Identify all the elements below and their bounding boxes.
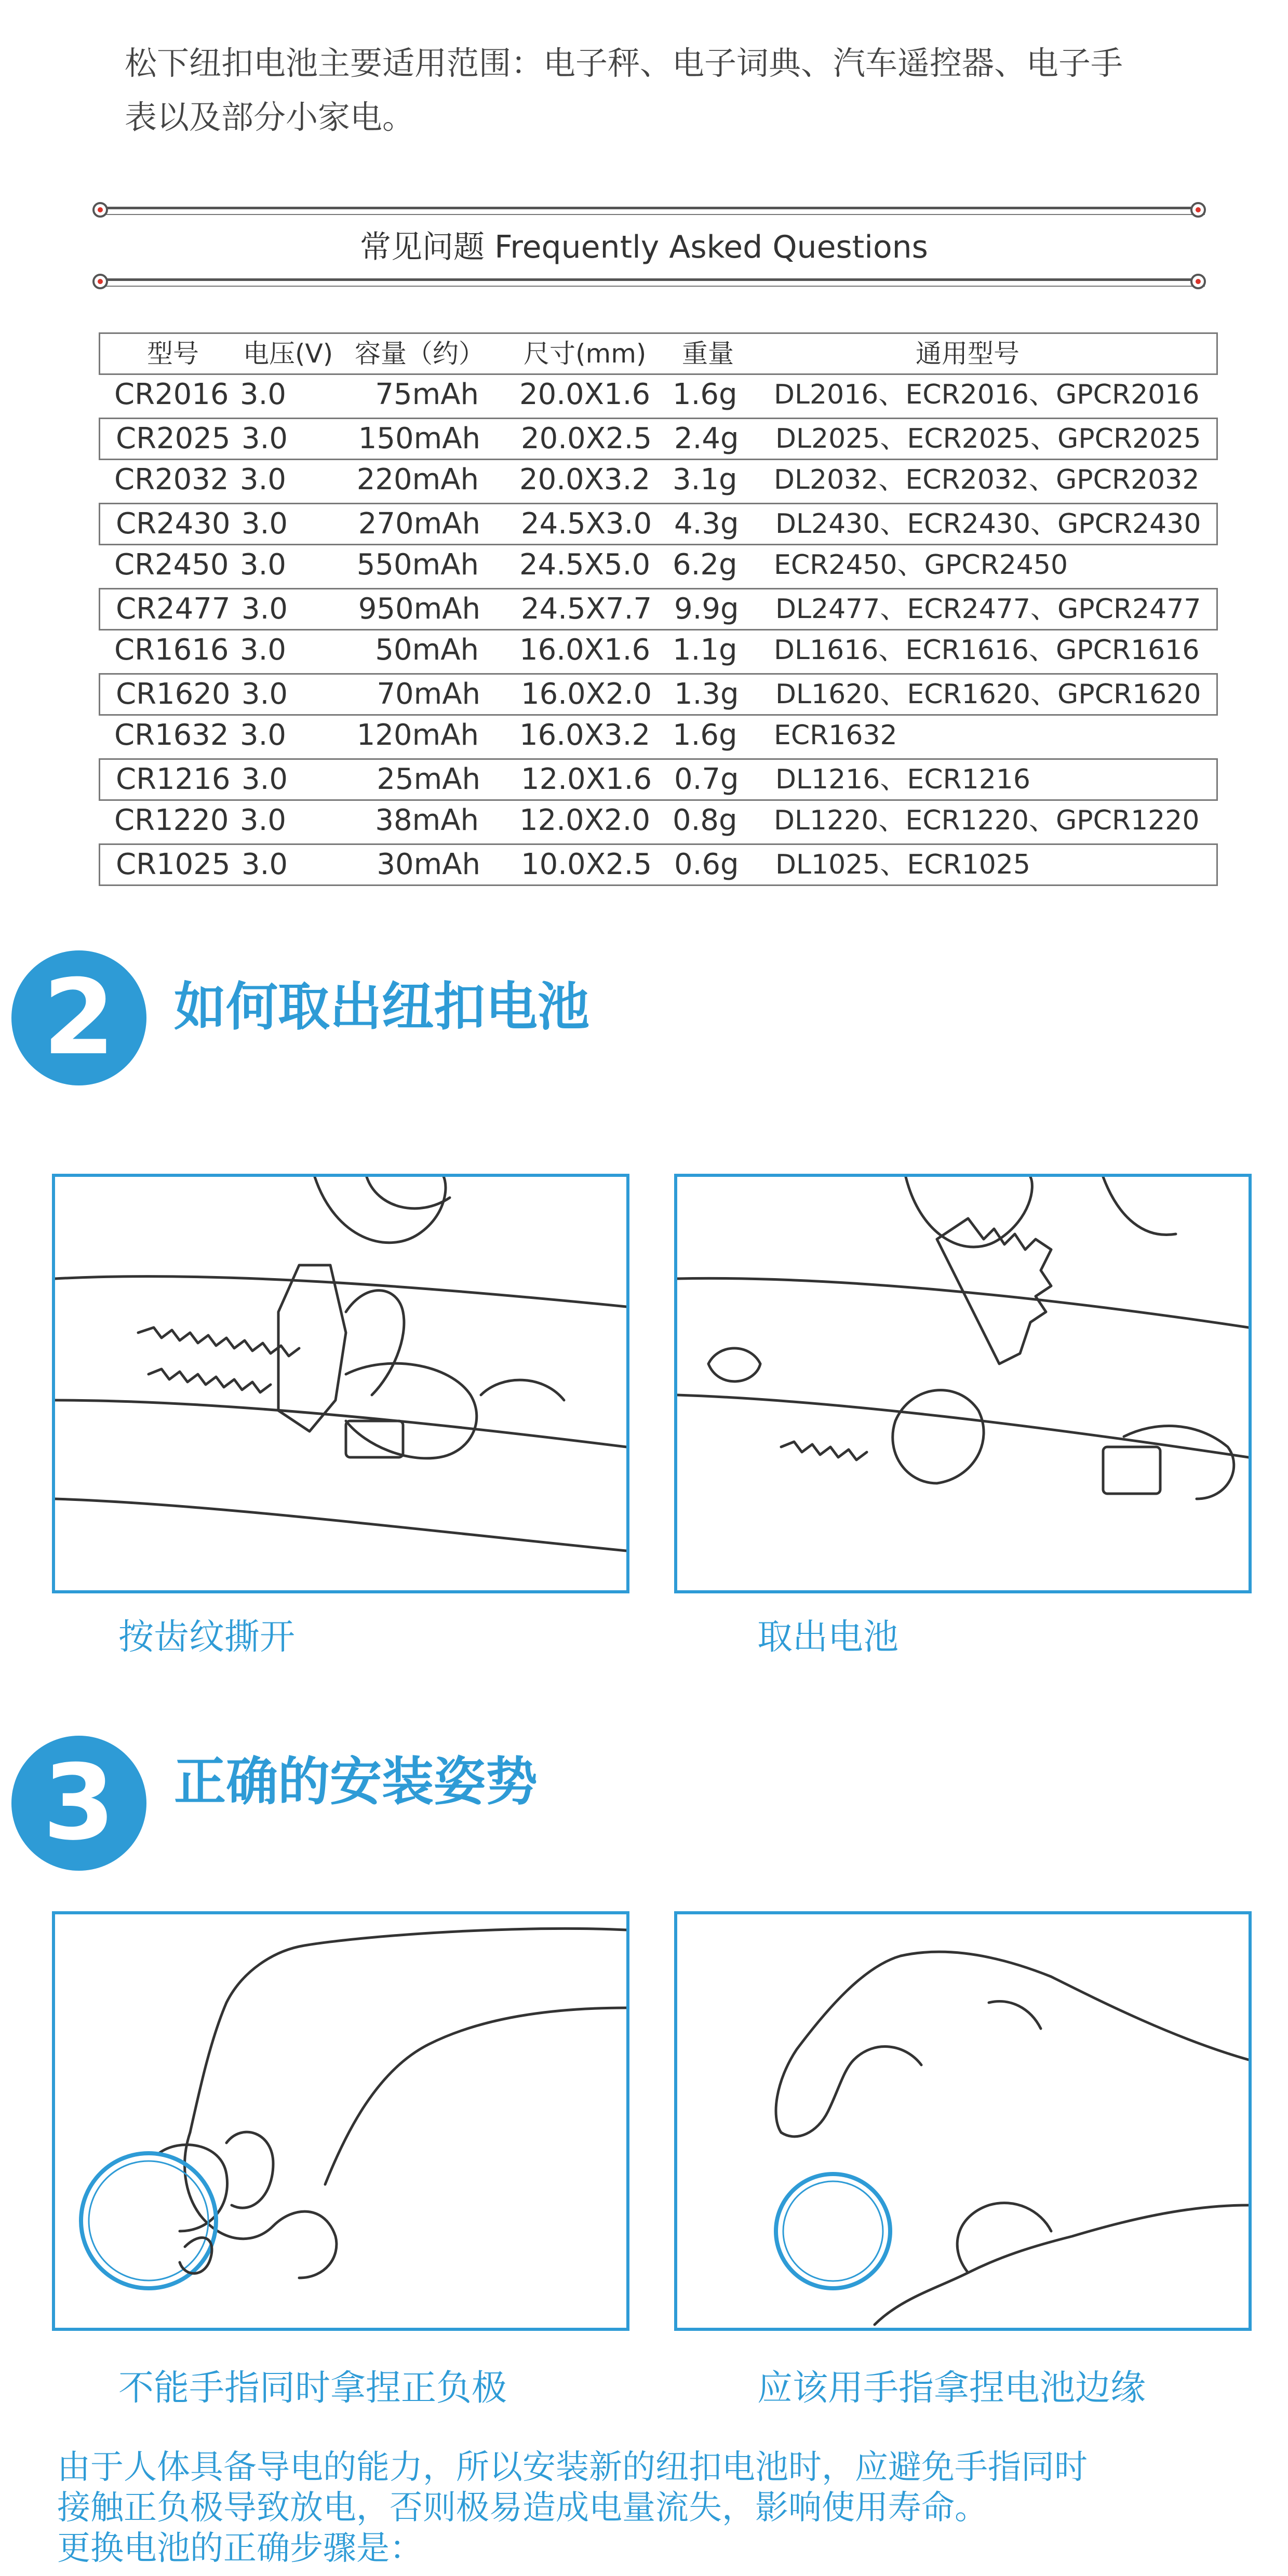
intro-line-2: 表以及部分小家电。 <box>125 98 415 136</box>
cell-equivalent: DL1216、ECR1216 <box>775 764 1030 795</box>
cell-size: 24.5X3.0 <box>521 507 652 541</box>
cell-weight: 1.3g <box>674 677 739 711</box>
cell-capacity: 70mAh <box>377 677 480 711</box>
cell-voltage: 3.0 <box>242 762 288 796</box>
banner-top-rule-thin <box>99 214 1205 215</box>
footer-line-3: 更换电池的正确步骤是： <box>57 2529 423 2568</box>
banner-bottom-rule-thin <box>99 286 1205 287</box>
cell-capacity: 30mAh <box>377 848 480 881</box>
header-model: 型号 <box>147 339 199 369</box>
header-equivalent: 通用型号 <box>916 339 1019 369</box>
caption-remove-battery: 取出电池 <box>757 1617 899 1658</box>
cell-weight: 0.8g <box>673 803 737 837</box>
cell-voltage: 3.0 <box>240 378 287 411</box>
header-size: 尺寸(mm) <box>524 339 647 369</box>
battery-spec-table <box>99 332 1218 886</box>
cell-model: CR1632 <box>114 718 229 752</box>
table-row <box>99 673 1218 716</box>
cell-size: 16.0X2.0 <box>521 677 652 711</box>
table-row <box>99 460 1218 503</box>
illustration-correct-grip <box>674 1911 1252 2331</box>
table-row <box>99 630 1218 673</box>
table-row <box>99 588 1218 630</box>
cell-model: CR2016 <box>114 378 229 411</box>
footer-line-1: 由于人体具备导电的能力，所以安装新的纽扣电池时，应避免手指同时 <box>57 2448 1088 2487</box>
cell-model: CR1220 <box>114 803 229 837</box>
cell-capacity: 270mAh <box>358 507 480 541</box>
cell-capacity: 75mAh <box>375 378 479 411</box>
illustration-remove-battery <box>674 1174 1252 1593</box>
cell-equivalent: DL1025、ECR1025 <box>775 849 1030 880</box>
footer-note <box>57 2447 1262 2569</box>
section-2-badge <box>11 950 146 1085</box>
caption-wrong-grip: 不能手指同时拿捏正负极 <box>118 2368 507 2409</box>
cell-model: CR2450 <box>114 548 229 582</box>
cell-weight: 0.7g <box>674 762 739 796</box>
cell-size: 24.5X7.7 <box>521 592 652 626</box>
banner-dot-right-bottom <box>1190 274 1206 289</box>
cell-voltage: 3.0 <box>240 548 287 582</box>
footer-line-2: 接触正负极导致放电，否则极易造成电量流失，影响使用寿命。 <box>57 2489 988 2527</box>
cell-weight: 2.4g <box>674 422 739 455</box>
banner-top-rule <box>99 207 1205 209</box>
table-row <box>99 801 1218 843</box>
section-3-title: 正确的安装姿势 <box>174 1751 538 1812</box>
cell-weight: 1.1g <box>673 633 737 667</box>
cell-model: CR2032 <box>114 463 229 497</box>
caption-correct-grip: 应该用手指拿捏电池边缘 <box>757 2368 1146 2409</box>
cell-equivalent: DL1620、ECR1620、GPCR1620 <box>775 679 1201 710</box>
cell-equivalent: DL2032、ECR2032、GPCR2032 <box>774 464 1200 495</box>
table-row <box>99 758 1218 801</box>
section-2-number: 2 <box>43 957 115 1078</box>
cell-capacity: 550mAh <box>356 548 479 582</box>
cell-voltage: 3.0 <box>240 633 287 667</box>
table-row <box>99 418 1218 460</box>
cell-equivalent: DL2477、ECR2477、GPCR2477 <box>775 594 1201 625</box>
table-row <box>99 716 1218 758</box>
cell-weight: 6.2g <box>673 548 737 582</box>
cell-voltage: 3.0 <box>242 848 288 881</box>
cell-voltage: 3.0 <box>242 507 288 541</box>
cell-size: 12.0X1.6 <box>521 762 652 796</box>
intro-text <box>125 36 1189 144</box>
cell-equivalent: ECR2450、GPCR2450 <box>774 549 1068 581</box>
table-row <box>99 503 1218 545</box>
cell-model: CR1620 <box>116 677 231 711</box>
banner-dot-left-top <box>92 202 108 218</box>
cell-capacity: 220mAh <box>356 463 479 497</box>
table-row <box>99 545 1218 588</box>
cell-model: CR1025 <box>116 848 231 881</box>
table-body <box>99 375 1218 886</box>
cell-model: CR2025 <box>116 422 231 455</box>
illustration-tear-open <box>52 1174 629 1593</box>
cell-weight: 1.6g <box>673 378 737 411</box>
banner-bottom-rule <box>99 278 1205 281</box>
cell-size: 20.0X2.5 <box>521 422 652 455</box>
cell-model: CR1216 <box>116 762 231 796</box>
cell-capacity: 120mAh <box>356 718 479 752</box>
cell-voltage: 3.0 <box>242 422 288 455</box>
cell-equivalent: ECR1632 <box>774 720 897 751</box>
cell-size: 12.0X2.0 <box>519 803 651 837</box>
cell-capacity: 50mAh <box>375 633 479 667</box>
table-row <box>99 375 1218 418</box>
cell-equivalent: DL2016、ECR2016、GPCR2016 <box>774 379 1200 410</box>
header-capacity: 容量（约） <box>355 339 485 369</box>
cell-equivalent: DL1220、ECR1220、GPCR1220 <box>774 805 1200 836</box>
intro-line-1: 松下纽扣电池主要适用范围：电子秤、电子词典、汽车遥控器、电子手 <box>125 44 1123 82</box>
banner-dot-left-bottom <box>92 274 108 289</box>
caption-tear-open: 按齿纹撕开 <box>118 1617 296 1658</box>
cell-equivalent: DL1616、ECR1616、GPCR1616 <box>774 635 1200 666</box>
header-weight: 重量 <box>682 339 734 369</box>
cell-capacity: 950mAh <box>358 592 480 626</box>
cell-weight: 3.1g <box>673 463 737 497</box>
cell-size: 24.5X5.0 <box>519 548 651 582</box>
cell-voltage: 3.0 <box>242 677 288 711</box>
banner-dot-right-top <box>1190 202 1206 218</box>
cell-model: CR1616 <box>114 633 229 667</box>
section-3-badge <box>11 1736 146 1871</box>
cell-model: CR2477 <box>116 592 231 626</box>
cell-capacity: 38mAh <box>375 803 479 837</box>
section-2-title: 如何取出纽扣电池 <box>174 976 589 1037</box>
cell-equivalent: DL2430、ECR2430、GPCR2430 <box>775 508 1201 540</box>
section-3-number: 3 <box>43 1742 115 1863</box>
cell-weight: 4.3g <box>674 507 739 541</box>
cell-size: 10.0X2.5 <box>521 848 652 881</box>
cell-equivalent: DL2025、ECR2025、GPCR2025 <box>775 423 1201 454</box>
cell-size: 20.0X3.2 <box>519 463 651 497</box>
faq-title: 常见问题 Frequently Asked Questions <box>360 229 928 265</box>
cell-capacity: 25mAh <box>377 762 480 796</box>
cell-voltage: 3.0 <box>240 803 287 837</box>
cell-size: 20.0X1.6 <box>519 378 651 411</box>
illustration-wrong-grip <box>52 1911 629 2331</box>
cell-weight: 9.9g <box>674 592 739 626</box>
cell-size: 16.0X3.2 <box>519 718 651 752</box>
cell-capacity: 150mAh <box>358 422 480 455</box>
cell-voltage: 3.0 <box>240 463 287 497</box>
table-row <box>99 843 1218 886</box>
cell-voltage: 3.0 <box>242 592 288 626</box>
cell-model: CR2430 <box>116 507 231 541</box>
cell-weight: 1.6g <box>673 718 737 752</box>
header-voltage: 电压(V) <box>243 339 333 369</box>
table-header-row <box>99 332 1218 375</box>
cell-weight: 0.6g <box>674 848 739 881</box>
cell-voltage: 3.0 <box>240 718 287 752</box>
cell-size: 16.0X1.6 <box>519 633 651 667</box>
